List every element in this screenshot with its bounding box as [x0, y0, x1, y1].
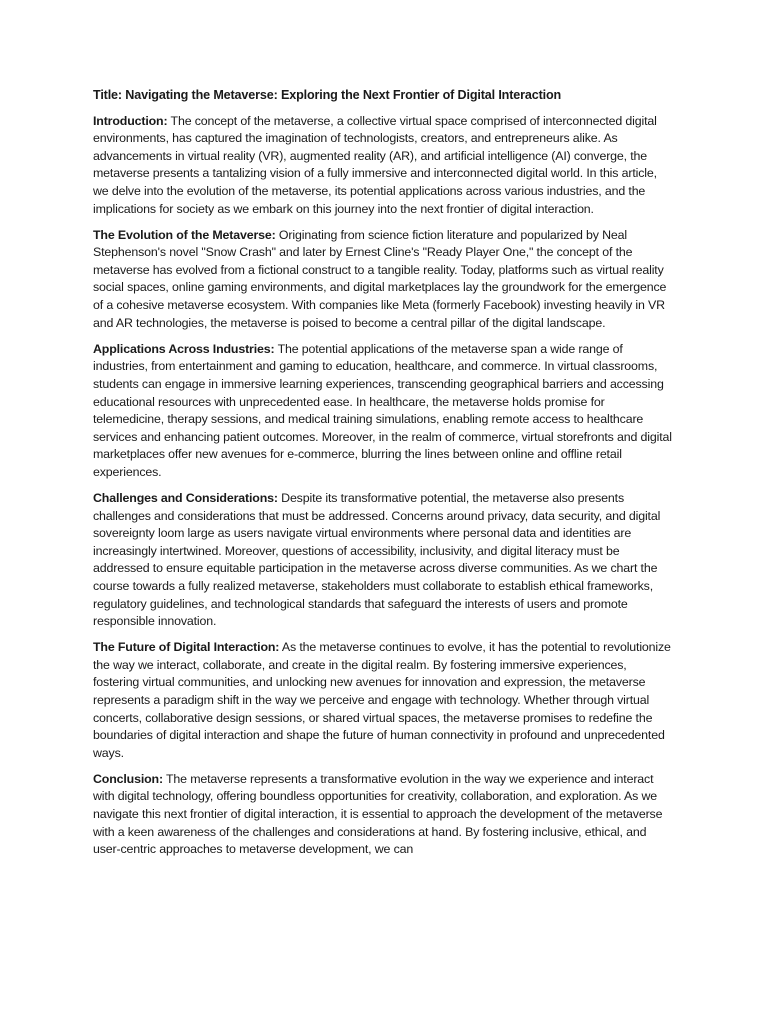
section-introduction — [93, 113, 675, 219]
section-conclusion — [93, 771, 675, 859]
section-heading: Challenges and Considerations: — [93, 490, 278, 505]
section-heading: Introduction: — [93, 113, 168, 128]
section-body: The metaverse represents a transformative evolution in the way we experience and interact with digital technology, offering boundless opportunities for creativity, collaboration, and exploration. As we navigate this next frontier of digital interaction, it is essential to approach the development of the metaverse with a keen awareness of the challenges and considerations at hand. By fostering inclusive, ethical, and user-centric approaches to metaverse development, we can — [93, 771, 663, 857]
section-heading: Conclusion: — [93, 771, 163, 786]
section-applications — [93, 341, 675, 482]
section-body: Originating from science fiction literature and popularized by Neal Stephenson's novel "Snow Crash" and later by Ernest Cline's "Ready Player One," the concept of the metaverse has evolved from a fictional construct to a tangible reality. Today, platforms such as virtual reality social spaces, online gaming environments, and digital marketplaces lay the groundwork for the emergence of a cohesive metaverse ecosystem. With companies like Meta (formerly Facebook) investing heavily in VR and AR technologies, the metaverse is poised to become a central pillar of the digital landscape. — [93, 227, 667, 330]
section-future — [93, 639, 675, 762]
section-body: As the metaverse continues to evolve, it has the potential to revolutionize the way we interact, collaborate, and create in the digital realm. By fostering immersive experiences, fostering virtual communities, and unlocking new avenues for innovation and expression, the metaverse represents a paradigm shift in the way we perceive and engage with technology. Whether through virtual concerts, collaborative design sessions, or shared virtual spaces, the metaverse promises to redefine the boundaries of digital interaction and shape the future of human connectivity in profound and unprecedented ways. — [93, 640, 671, 760]
document-title: Title: Navigating the Metaverse: Exploring the Next Frontier of Digital Interaction — [93, 88, 562, 102]
section-evolution — [93, 227, 675, 333]
section-heading: Applications Across Industries: — [93, 341, 275, 356]
document-content — [93, 87, 675, 867]
section-body: The concept of the metaverse, a collective virtual space comprised of interconnected digital environments, has captured the imagination of technologists, creators, and entrepreneurs alike. As advancements in virtual reality (VR), augmented reality (AR), and artificial intelligence (AI) converge, the metaverse presents a tantalizing vision of a fully immersive and interconnected digital world. In this article, we delve into the evolution of the metaverse, its potential applications across various industries, and the implications for society as we embark on this journey into the next frontier of digital interaction. — [93, 113, 657, 216]
section-body: Despite its transformative potential, the metaverse also presents challenges and considerations that must be addressed. Concerns around privacy, data security, and digital sovereignty loom large as users navigate virtual environments where personal data and identities are increasingly intertwined. Moreover, questions of accessibility, inclusivity, and digital literacy must be addressed to ensure equitable participation in the metaverse across diverse communities. As we chart the course towards a fully realized metaverse, stakeholders must collaborate to establish ethical frameworks, regulatory guidelines, and technological standards that safeguard the interests of users and promote responsible innovation. — [93, 490, 661, 629]
section-heading: The Future of Digital Interaction: — [93, 640, 280, 655]
section-heading: The Evolution of the Metaverse: — [93, 227, 276, 242]
section-challenges — [93, 490, 675, 631]
section-body: The potential applications of the metaverse span a wide range of industries, from entertainment and gaming to education, healthcare, and commerce. In virtual classrooms, students can engage in immersive learning experiences, transcending geographical barriers and accessing educational resources with unprecedented ease. In healthcare, the metaverse holds promise for telemedicine, therapy sessions, and medical training simulations, enabling remote access to healthcare services and enhancing patient outcomes. Moreover, in the realm of commerce, virtual storefronts and digital marketplaces offer new avenues for e-commerce, blurring the lines between online and offline retail experiences. — [93, 341, 672, 479]
